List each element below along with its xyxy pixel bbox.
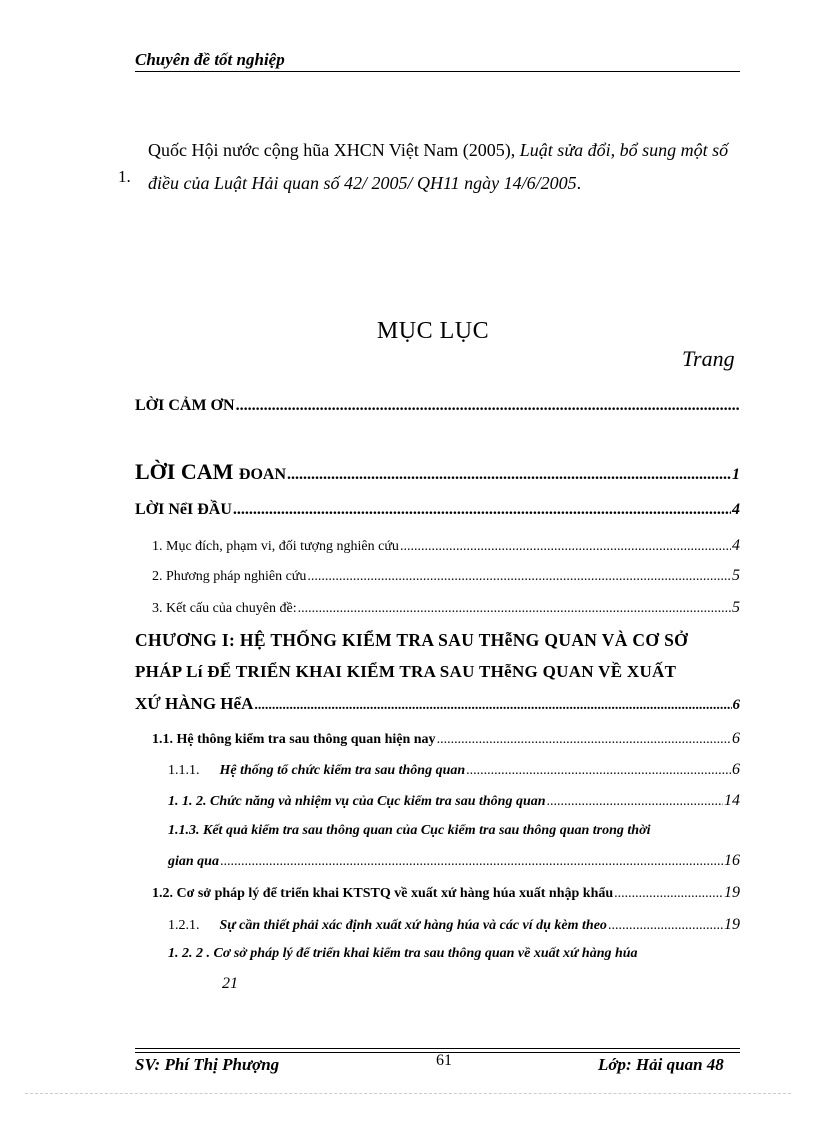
toc-leader-dots <box>608 918 723 934</box>
toc-entry-loi-cam-on[interactable] <box>135 397 740 415</box>
toc-entry-page: 5 <box>732 599 740 616</box>
toc-entry-label: 3. Kết cấu của chuyên đề: <box>152 601 297 616</box>
toc-entry-label: Hệ thống tổ chức kiểm tra sau thông quan <box>219 763 466 778</box>
footer-student-name: SV: Phí Thị Phượng <box>135 1055 280 1074</box>
toc-entry-phuong-phap[interactable] <box>152 567 740 585</box>
toc-entry-page: 5 <box>732 567 740 584</box>
toc-leader-dots <box>437 732 731 748</box>
toc-entry-page: 16 <box>724 852 740 869</box>
toc-entry-label: XỨ HÀNG HểA <box>135 694 254 713</box>
toc-entry-page: 19 <box>724 916 740 933</box>
toc-entry-page: 4 <box>732 537 740 554</box>
toc-entry-label: LỜI CẢM ƠN <box>135 397 235 414</box>
toc-entry-page: 6 <box>732 730 740 747</box>
reference-line-1-normal: Quốc Hội nước cộng hũa XHCN Việt Nam (2005), <box>148 140 520 160</box>
toc-entry-label: gian qua <box>168 854 219 869</box>
toc-entry-number: 1.2.1. <box>168 918 200 933</box>
toc-entry-label: 1. 1. 2. Chức năng và nhiệm vụ của Cục kiểm tra sau thông quan <box>168 794 546 809</box>
toc-chapter-1-line-2[interactable]: PHÁP Lí ĐỂ TRIỂN KHAI KIỂM TRA SAU THễNG QUAN VỀ XUẤT <box>135 662 677 681</box>
toc-entry-page: 6 <box>732 761 740 778</box>
page-bottom-separator <box>25 1093 791 1094</box>
toc-entry-label <box>135 459 286 485</box>
reference-line-1-italic: Luật sửa đổi, bổ sung một số <box>519 140 729 160</box>
toc-entry-1-2-2-page: 21 <box>222 975 238 992</box>
reference-number: 1. <box>118 167 131 186</box>
toc-entry-label: 1.1. Hệ thông kiểm tra sau thông quan hiện nay <box>152 732 436 747</box>
reference-line-2-italic: điều của Luật Hải quan số 42/ 2005/ QH11 ngày 14/6/2005 <box>148 173 577 193</box>
reference-line-2-end: . <box>576 173 582 193</box>
reference-line-1 <box>148 140 728 161</box>
toc-leader-dots <box>236 397 739 415</box>
toc-leader-dots <box>547 794 723 810</box>
toc-leader-dots <box>220 854 723 870</box>
page-header-title: Chuyên đề tốt nghiệp <box>135 50 285 69</box>
reference-line-2 <box>148 173 581 194</box>
toc-entry-1-2-2-line-1[interactable]: 1. 2. 2 . Cơ sở pháp lý để triển khai kiểm tra sau thông quan về xuất xứ hàng húa <box>168 946 638 961</box>
toc-leader-dots <box>287 466 731 484</box>
toc-entry-chapter-1[interactable] <box>135 694 740 714</box>
toc-entry-label: 1. Mục đích, phạm vi, đối tượng nghiên cứu <box>152 539 399 554</box>
toc-entry-page: 1 <box>732 466 740 483</box>
toc-title: MỤC LỤC <box>376 318 490 344</box>
toc-entry-label: 2. Phương pháp nghiên cứu <box>152 569 307 584</box>
toc-leader-dots <box>614 886 723 902</box>
toc-chapter-1-line-1[interactable]: CHƯƠNG I: HỆ THỐNG KIỂM TRA SAU THễNG QUAN VÀ CƠ SỞ <box>135 630 689 650</box>
toc-entry-1-2-1[interactable] <box>168 916 740 934</box>
toc-leader-dots <box>254 698 731 714</box>
toc-entry-label-small: ĐOAN <box>238 466 286 483</box>
toc-leader-dots <box>298 601 731 617</box>
toc-entry-1-1[interactable] <box>152 730 740 748</box>
toc-entry-page: 4 <box>732 501 740 518</box>
toc-entry-label: LỜI NểI ĐẦU <box>135 501 232 518</box>
toc-entry-1-1-2[interactable] <box>168 792 740 810</box>
toc-entry-number: 1.1.1. <box>168 763 200 778</box>
toc-entry-1-1-3[interactable] <box>168 852 740 870</box>
toc-leader-dots <box>466 763 731 779</box>
toc-entry-1-2[interactable] <box>152 884 740 902</box>
toc-page-column-label: Trang <box>682 346 735 371</box>
toc-entry-loi-cam-doan[interactable] <box>135 459 740 485</box>
toc-entry-1-1-1[interactable] <box>168 761 740 779</box>
toc-entry-ket-cau[interactable] <box>152 599 740 617</box>
toc-entry-1-1-3-line-1[interactable]: 1.1.3. Kết quả kiểm tra sau thông quan của Cục kiểm tra sau thông quan trong thời <box>168 823 651 838</box>
toc-leader-dots <box>400 539 731 555</box>
toc-entry-page: 19 <box>724 884 740 901</box>
toc-entry-page: 14 <box>724 792 740 809</box>
toc-leader-dots <box>307 569 731 585</box>
footer-class: Lớp: Hải quan 48 <box>598 1055 724 1074</box>
toc-leader-dots <box>233 501 731 519</box>
toc-entry-label-large: LỜI CAM <box>135 459 239 484</box>
toc-entry-page: 6 <box>732 697 740 713</box>
footer-rule-top <box>135 1048 740 1049</box>
toc-entry-label: 1.2. Cơ sở pháp lý để triển khai KTSTQ về xuất xứ hàng húa xuất nhập khẩu <box>152 886 614 901</box>
footer-page-number: 61 <box>436 1052 452 1069</box>
toc-entry-label: Sự cần thiết phải xác định xuất xứ hàng húa và các ví dụ kèm theo <box>219 918 607 933</box>
header-rule <box>135 71 740 72</box>
toc-entry-loi-noi-dau[interactable] <box>135 501 740 519</box>
toc-entry-muc-dich[interactable] <box>152 537 740 555</box>
